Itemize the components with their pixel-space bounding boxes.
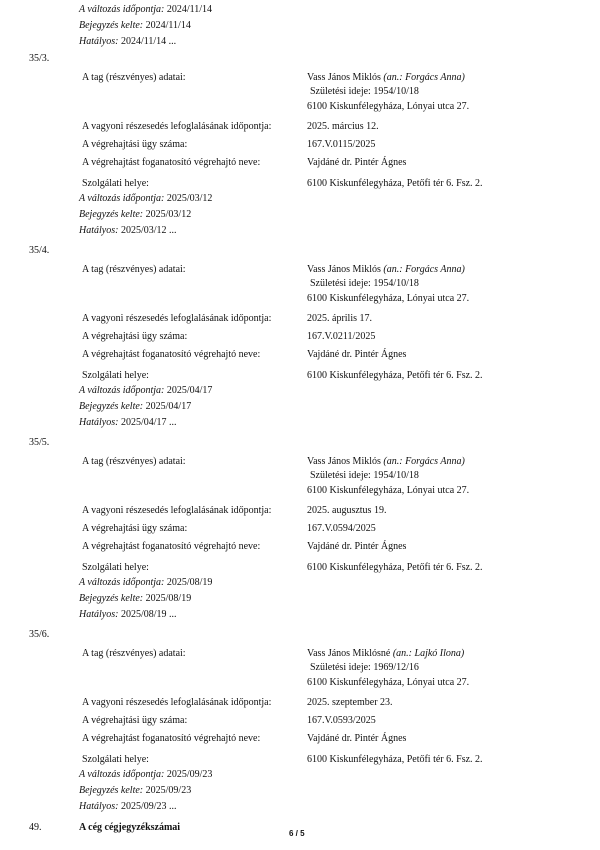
change-date-value: 2025/03/12 — [166, 193, 213, 204]
entry-date-label: Bejegyzés kelte: — [79, 593, 144, 604]
effective-date-label: Hatályos: — [79, 36, 119, 47]
case-number-value: 167.V.0594/2025 — [307, 523, 376, 534]
office-address: 6100 Kiskunfélegyháza, Petőfi tér 6. Fsz. 2. — [307, 178, 483, 189]
effective-date-value: 2025/04/17 ... — [120, 417, 177, 428]
seizure-date-value: 2025. március 12. — [307, 121, 379, 132]
member-name-text: Vass János Miklós — [307, 264, 381, 275]
entry-date-label: Bejegyzés kelte: — [79, 785, 144, 796]
seizure-date-value: 2025. augusztus 19. — [307, 505, 387, 516]
seizure-date-label: A vagyoni részesedés lefoglalásának időpontja: — [82, 121, 272, 132]
member-birth-date — [310, 470, 419, 482]
birth-date-label: Születési ideje: — [310, 86, 371, 97]
birth-date-value: 1954/10/18 — [373, 86, 419, 97]
entry-date-row — [79, 593, 191, 605]
section-number: 49. — [29, 822, 42, 833]
entry-date-label: Bejegyzés kelte: — [79, 20, 144, 31]
change-date-label: A változás időpontja: — [79, 193, 165, 204]
bailiff-label: A végrehajtást foganatosító végrehajtó neve: — [82, 157, 261, 168]
effective-date-row — [79, 609, 177, 621]
office-label: Szolgálati helye: — [82, 754, 149, 765]
change-date-row — [79, 577, 212, 589]
seizure-date-value: 2025. április 17. — [307, 313, 372, 324]
office-label: Szolgálati helye: — [82, 178, 149, 189]
effective-date-value: 2025/09/23 ... — [120, 801, 177, 812]
change-date-label: A változás időpontja: — [79, 577, 165, 588]
case-number-value: 167.V.0115/2025 — [307, 139, 376, 150]
member-data-label: A tag (részvényes) adatai: — [82, 264, 186, 275]
office-address: 6100 Kiskunfélegyháza, Petőfi tér 6. Fsz. 2. — [307, 370, 483, 381]
bailiff-label: A végrehajtást foganatosító végrehajtó neve: — [82, 541, 261, 552]
entry-date-value: 2025/09/23 — [145, 785, 192, 796]
entry-date-label: Bejegyzés kelte: — [79, 401, 144, 412]
member-name — [307, 648, 464, 660]
birth-date-value: 1954/10/18 — [373, 278, 419, 289]
change-date-value: 2024/11/14 — [166, 4, 213, 15]
office-address: 6100 Kiskunfélegyháza, Petőfi tér 6. Fsz. 2. — [307, 754, 483, 765]
entry-number: 35/3. — [29, 53, 50, 64]
change-date-label: A változás időpontja: — [79, 769, 165, 780]
seizure-date-label: A vagyoni részesedés lefoglalásának időpontja: — [82, 505, 272, 516]
entry-date-value: 2025/03/12 — [145, 209, 192, 220]
member-name-text: Vass János Miklós — [307, 456, 381, 467]
seizure-date-value: 2025. szeptember 23. — [307, 697, 393, 708]
entry-date-value: 2025/04/17 — [145, 401, 192, 412]
change-date-value: 2025/04/17 — [166, 385, 213, 396]
member-address: 6100 Kiskunfélegyháza, Lónyai utca 27. — [307, 677, 470, 688]
bailiff-name: Vajdáné dr. Pintér Ágnes — [307, 349, 407, 360]
case-number-label: A végrehajtási ügy száma: — [82, 331, 188, 342]
bailiff-name: Vajdáné dr. Pintér Ágnes — [307, 733, 407, 744]
entry-date-row — [79, 209, 191, 221]
change-date-label: A változás időpontja: — [79, 385, 165, 396]
change-date-value: 2025/09/23 — [166, 769, 213, 780]
birth-date-label: Születési ideje: — [310, 470, 371, 481]
member-mother-name: (an.: Forgács Anna) — [383, 456, 465, 467]
member-birth-date — [310, 86, 419, 98]
member-address: 6100 Kiskunfélegyháza, Lónyai utca 27. — [307, 101, 470, 112]
effective-date-row — [79, 801, 177, 813]
bailiff-label: A végrehajtást foganatosító végrehajtó neve: — [82, 733, 261, 744]
change-date-value: 2025/08/19 — [166, 577, 213, 588]
seizure-date-label: A vagyoni részesedés lefoglalásának időpontja: — [82, 313, 272, 324]
case-number-label: A végrehajtási ügy száma: — [82, 523, 188, 534]
birth-date-value: 1954/10/18 — [373, 470, 419, 481]
bailiff-label: A végrehajtást foganatosító végrehajtó neve: — [82, 349, 261, 360]
effective-date-value: 2025/08/19 ... — [120, 609, 177, 620]
birth-date-value: 1969/12/16 — [373, 662, 419, 673]
change-date-label: A változás időpontja: — [79, 4, 165, 15]
member-data-label: A tag (részvényes) adatai: — [82, 456, 186, 467]
member-birth-date — [310, 278, 419, 290]
birth-date-label: Születési ideje: — [310, 662, 371, 673]
member-name — [307, 72, 465, 84]
member-birth-date — [310, 662, 419, 674]
office-address: 6100 Kiskunfélegyháza, Petőfi tér 6. Fsz. 2. — [307, 562, 483, 573]
case-number-label: A végrehajtási ügy száma: — [82, 139, 188, 150]
entry-number: 35/4. — [29, 245, 50, 256]
effective-date-label: Hatályos: — [79, 417, 119, 428]
effective-date-value: 2025/03/12 ... — [120, 225, 177, 236]
member-name-text: Vass János Miklósné — [307, 648, 391, 659]
entry-number: 35/5. — [29, 437, 50, 448]
office-label: Szolgálati helye: — [82, 370, 149, 381]
birth-date-label: Születési ideje: — [310, 278, 371, 289]
member-mother-name: (an.: Lajkó Ilona) — [392, 648, 465, 659]
member-name — [307, 456, 465, 468]
entry-number: 35/6. — [29, 629, 50, 640]
case-number-value: 167.V.0211/2025 — [307, 331, 376, 342]
change-date-row — [79, 769, 212, 781]
entry-date-row — [79, 20, 191, 32]
member-data-label: A tag (részvényes) adatai: — [82, 648, 186, 659]
member-name-text: Vass János Miklós — [307, 72, 381, 83]
effective-date-label: Hatályos: — [79, 801, 119, 812]
change-date-row — [79, 4, 212, 16]
page-number: 6 / 5 — [289, 829, 305, 838]
member-address: 6100 Kiskunfélegyháza, Lónyai utca 27. — [307, 485, 470, 496]
member-address: 6100 Kiskunfélegyháza, Lónyai utca 27. — [307, 293, 470, 304]
office-label: Szolgálati helye: — [82, 562, 149, 573]
entry-date-row — [79, 401, 191, 413]
effective-date-value: 2024/11/14 ... — [120, 36, 177, 47]
entry-date-value: 2025/08/19 — [145, 593, 192, 604]
case-number-label: A végrehajtási ügy száma: — [82, 715, 188, 726]
case-number-value: 167.V.0593/2025 — [307, 715, 376, 726]
entry-date-row — [79, 785, 191, 797]
effective-date-row — [79, 36, 176, 48]
bailiff-name: Vajdáné dr. Pintér Ágnes — [307, 541, 407, 552]
effective-date-row — [79, 225, 177, 237]
entry-date-label: Bejegyzés kelte: — [79, 209, 144, 220]
effective-date-label: Hatályos: — [79, 609, 119, 620]
member-data-label: A tag (részvényes) adatai: — [82, 72, 186, 83]
entry-date-value: 2024/11/14 — [145, 20, 191, 31]
member-mother-name: (an.: Forgács Anna) — [383, 72, 465, 83]
seizure-date-label: A vagyoni részesedés lefoglalásának időpontja: — [82, 697, 272, 708]
effective-date-row — [79, 417, 177, 429]
change-date-row — [79, 193, 212, 205]
section-title: A cég cégjegyzékszámai — [79, 822, 181, 833]
change-date-row — [79, 385, 212, 397]
bailiff-name: Vajdáné dr. Pintér Ágnes — [307, 157, 407, 168]
member-name — [307, 264, 465, 276]
effective-date-label: Hatályos: — [79, 225, 119, 236]
member-mother-name: (an.: Forgács Anna) — [383, 264, 465, 275]
